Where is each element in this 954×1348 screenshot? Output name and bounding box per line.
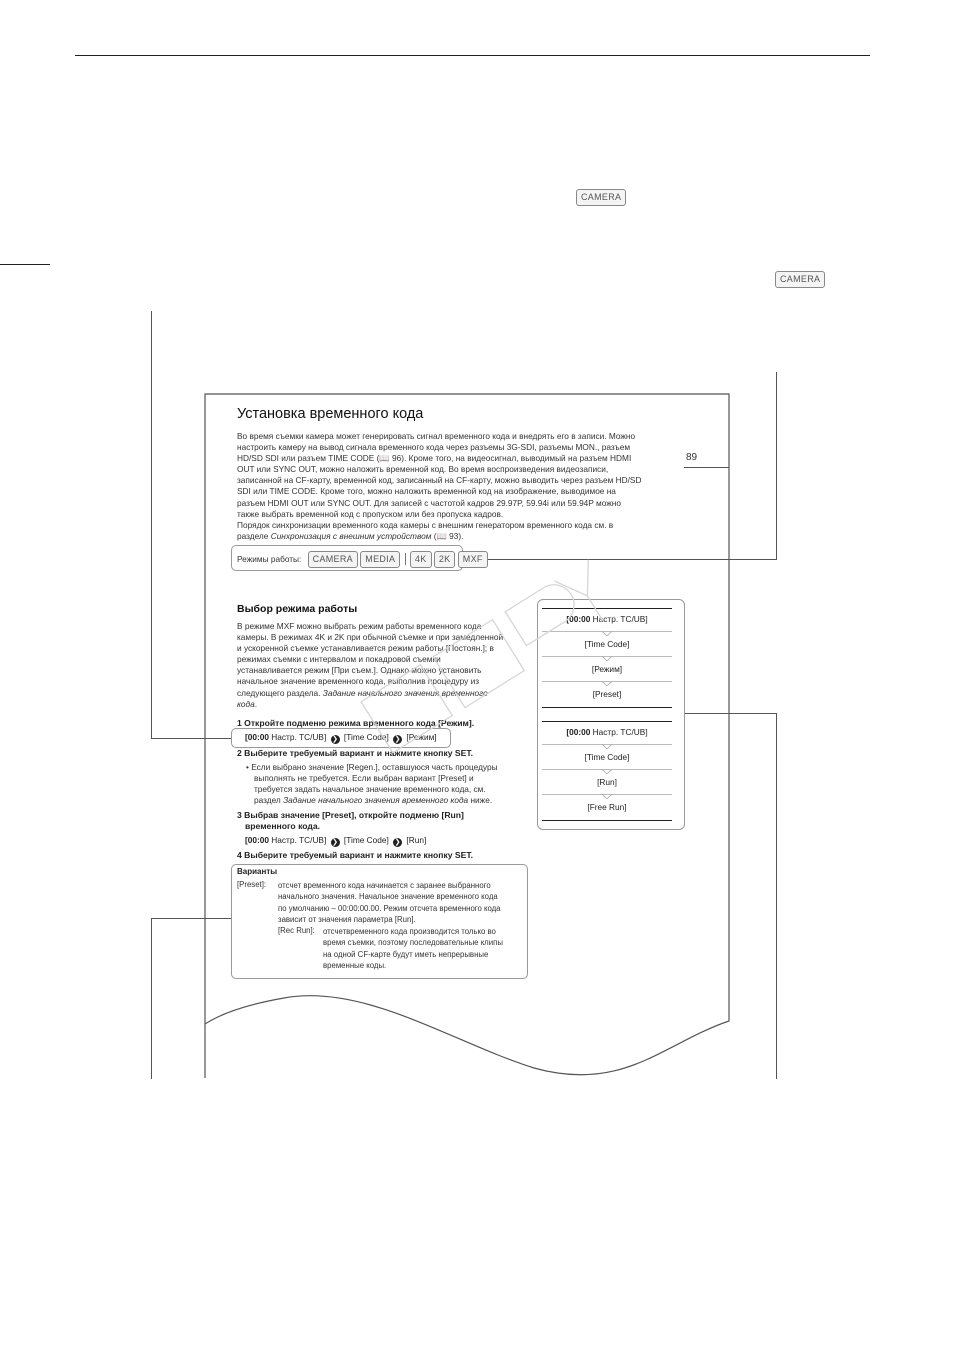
mode-2k-badge: 2K [434,551,456,568]
step-1: 1 Откройте подменю режима временного кода [Режим]. [237,718,475,728]
menu-2-bottom-rule [542,820,672,821]
margin-rule [0,264,50,265]
callout-line-right-bottom [776,713,777,1079]
arrow-right-icon: ❯ [332,839,339,846]
camera-mode-badge: CAMERA [576,189,626,206]
sample-title: Установка временного кода [237,406,424,422]
option-recrun-text: отсчетвременного кода производится только во время съемки, поэтому последовательные клипы на одной CF-карте будут иметь непрерывные временные коды. [323,927,503,970]
sample-page-number: 89 [686,452,698,463]
step-2: 2 Выберите требуемый вариант и нажмите кнопку SET. [237,748,474,758]
copy-watermark [318,536,648,786]
mode-camera-badge: CAMERA [308,551,358,568]
option-preset-key: [Preset]: [237,880,267,889]
section-title: Выбор режима работы [237,603,358,615]
mode-media-badge: MEDIA [360,551,400,568]
callout-line-left-bottom [151,918,152,1079]
menu-path-3: [00:00 Настр. TC/UB] ❯ [Time Code] ❯ [Run] [245,835,427,846]
menu-1-item: [Режим] [591,664,623,674]
menu-2-root: [00:00 Настр. TC/UB] [566,727,648,737]
menu-2-item: [Free Run] [587,802,627,812]
arrow-right-icon: ❯ [394,839,401,846]
header-rule [75,55,870,56]
camera-mode-badge: CAMERA [775,271,825,288]
callout-line-right-top [776,372,777,559]
option-preset-text: отсчет временного кода начинается с заранее выбранного начального значения. Начальное значение временного кода по умолчанию – 00:00:00.00. Режим отсчета временного кода зависит от значения параметра [Run]. [278,881,501,924]
section-body: В режиме MXF можно выбрать режим работы временного кода камеры. В режимах 4K и 2K при обычной съемке и при замедленной и ускоренной съемке устанавливается режим работы [Постоян.]; в режимах съемки с интервалом и покадровой съемки устанавливается режим [При съем.]. Однако можно установить начальное значение временного кода, выполнив процедуру из следующего раздела. Задание начального значения временного кода. [237,621,504,709]
arrow-right-icon: ❯ [332,736,339,743]
step-3: 3 Выбрав значение [Preset], откройте подменю [Run] временного кода. [237,810,464,832]
menu-2-item: [Run] [597,777,617,787]
step-2-bullet: • Если выбрано значение [Regen.], оставшуюся часть процедуры выполнять не требуется. Если выбран вариант [Preset] и требуется задать начальное значение временного кода, см. раздел Задание начального значения временного кода ниже. [246,762,498,806]
menu-2-item: [Time Code] [584,752,630,762]
mode-4k-badge: 4K [410,551,432,568]
intro-paragraph: Во время съемки камера может генерировать сигнал временного кода и внедрять его в записи. Можно настроить камеру на вывод сигнала временного кода через разъемы 3G-SDI, разъемы MON., разъем HD/SD SDI или разъем TIME CODE (📖 96). Кроме того, на видеосигнал, выводимый на разъем HDMI OUT или SYNC OUT, можно наложить временной код. Во время воспроизведения видеозаписи, записанной на CF-карту, временной код, записанный на CF-карту, можно выводить через разъем HD/SD SDI или TIME CODE. Кроме того, можно наложить временной код на изображение, выводимое на разъем HDMI OUT или SYNC OUT. Для записей с частотой кадров 29.97P, 59.94i или 59.94P можно также выбрать временной код с пропуском или без пропуска кадров. Порядок синхронизации временного кода камеры с внешним генератором временного кода см. в разделе Синхронизация с внешним устройством (📖 93). [237,431,642,541]
menu-1-item: [Time Code] [584,639,630,649]
menu-1-root: [00:00 Настр. TC/UB] [566,614,648,624]
mode-mxf-badge: MXF [458,551,488,568]
chevron-down-icon [602,794,612,799]
step-4: 4 Выберите требуемый вариант и нажмите кнопку SET. [237,850,474,860]
menu-1-item: [Preset] [592,689,622,699]
menu-path-1: [00:00 Настр. TC/UB] ❯ [Time Code] ❯ [Режим] [245,732,437,743]
options-title: Варианты [237,867,278,876]
modes-label: Режимы работы: [237,554,302,564]
option-recrun-key: [Rec Run]: [278,926,315,935]
arrow-right-icon: ❯ [394,736,401,743]
page-number-rule [684,467,729,468]
callout-line-left-top [151,311,152,738]
